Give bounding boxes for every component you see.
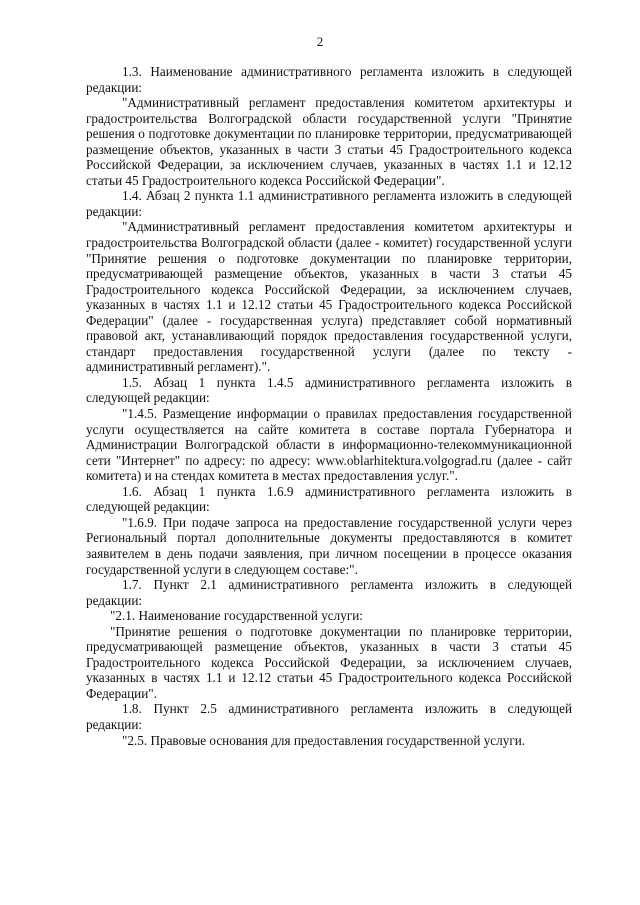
quote-1-4: "Административный регламент предоставления комитетом архитектуры и градостроительства Волгоградской области (далее - комитет) государственной услуги "Принятие решения о подготовке документации по планировке территории, предусматривающей размещение объектов, указанных в части 3 статьи 45 Градостроительного кодекса Российской Федерации, за исключением случаев, указанных в частях 1.1 и 12.12 статьи 45 Градостроительного кодекса Российской Федерации" (далее - государственная услуга) представляет собой нормативный правовой акт, устанавливающий порядок предоставления государственной услуги, стандарт предоставления государственной услуги (далее по тексту - административный регламент).". <box>86 219 572 375</box>
paragraph-1-8: 1.8. Пункт 2.5 административного регламента изложить в следующей редакции: <box>86 701 572 732</box>
quote-1-3: "Административный регламент предоставления комитетом архитектуры и градостроительства Волгоградской области государственной услуги "Принятие решения о подготовке документации по планировке территории, предусматривающей размещение объектов, указанных в части 3 статьи 45 Градостроительного кодекса Российской Федерации, за исключением случаев, указанных в частях 1.1 и 12.12 статьи 45 Градостроительного кодекса Российской Федерации". <box>86 95 572 188</box>
paragraph-1-5: 1.5. Абзац 1 пункта 1.4.5 административного регламента изложить в следующей редакции: <box>86 374 572 406</box>
quote-1-6: "1.6.9. При подаче запроса на предоставление государственной услуги через Региональный портал дополнительные документы предоставляются в комитет заявителем в день подачи заявления, при личном посещении в процессе оказания государственной услуги в следующем составе:". <box>86 514 572 577</box>
paragraph-1-3: 1.3. Наименование административного регламента изложить в следующей редакции: <box>86 64 572 95</box>
paragraph-1-6: 1.6. Абзац 1 пункта 1.6.9 административного регламента изложить в следующей редакции: <box>86 483 572 515</box>
quote-2-1-body: "Принятие решения о подготовке документации по планировке территории, предусматривающей размещение объектов, указанных в части 3 статьи 45 Градостроительного кодекса Российской Федерации, за исключением случаев, указанных в частях 1.1 и 12.12 статьи 45 Градостроительного кодекса Российской Федерации". <box>86 623 572 701</box>
quote-2-5: "2.5. Правовые основания для предоставления государственной услуги. <box>122 732 526 748</box>
paragraph-1-4: 1.4. Абзац 2 пункта 1.1 административного регламента изложить в следующей редакции: <box>86 188 572 219</box>
quote-1-5: "1.4.5. Размещение информации о правилах предоставления государственной услуги осуществляется на сайте комитета в составе портала Губернатора и Администрации Волгоградской области в информационно-телекоммуникационной сети "Интернет" по адресу: по адресу: www.oblarhitektura.volgograd.ru (далее - сайт комитета) и на стендах комитета в местах предоставления услуг.". <box>86 406 572 484</box>
page-number: 2 <box>316 34 324 49</box>
document-body <box>86 64 572 748</box>
paragraph-1-7: 1.7. Пункт 2.1 административного регламента изложить в следующей редакции: <box>86 577 572 608</box>
quote-2-1-heading: "2.1. Наименование государственной услуги: <box>110 608 363 624</box>
